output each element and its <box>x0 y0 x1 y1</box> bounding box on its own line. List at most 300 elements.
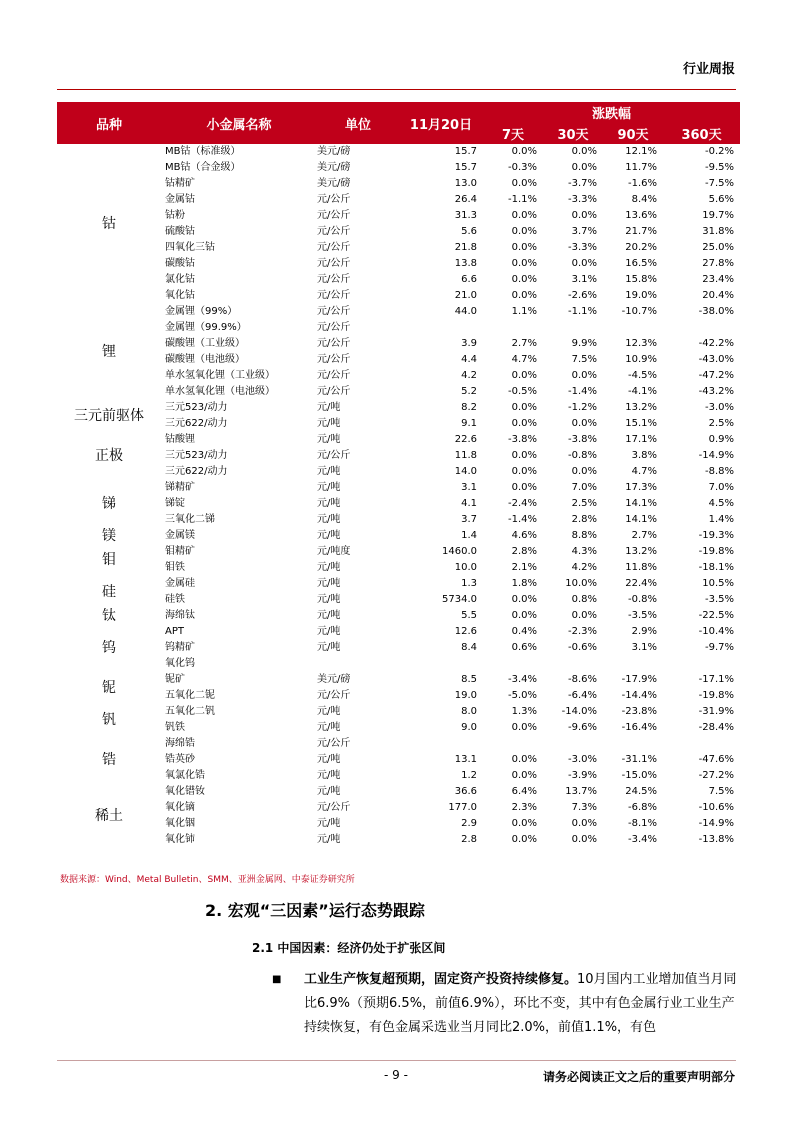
unit-cell: 元/公斤 <box>317 354 351 365</box>
header-unit: 单位 <box>317 102 399 144</box>
change-90d-cell: 14.1% <box>625 498 657 509</box>
change-7d-cell: 0.0% <box>511 834 537 845</box>
unit-cell: 元/公斤 <box>317 802 351 813</box>
change-7d-cell: 0.0% <box>511 290 537 301</box>
change-90d-cell: 15.8% <box>625 274 657 285</box>
metal-name-cell: 锆英砂 <box>165 754 195 765</box>
table-row <box>57 400 740 416</box>
disclaimer-note: 请务必阅读正文之后的重要声明部分 <box>542 1070 735 1084</box>
change-7d-cell: 0.4% <box>511 626 537 637</box>
change-7d-cell: 0.0% <box>511 450 537 461</box>
header-metal-name: 小金属名称 <box>161 102 317 144</box>
change-360d-cell: 19.7% <box>702 210 735 221</box>
change-360d-cell: -19.8% <box>698 690 735 701</box>
price-cell: 5.5 <box>461 610 477 621</box>
unit-cell: 元/吨 <box>317 626 341 637</box>
metal-name-cell: 金属硅 <box>165 578 195 589</box>
change-90d-cell: 4.7% <box>631 466 657 477</box>
unit-cell: 元/吨 <box>317 594 341 605</box>
unit-cell: 元/公斤 <box>317 738 351 749</box>
unit-cell: 元/吨 <box>317 818 341 829</box>
change-30d-cell: -3.9% <box>567 770 597 781</box>
metal-name-cell: 金属镁 <box>165 530 195 541</box>
price-cell: 177.0 <box>448 802 477 813</box>
price-cell: 2.9 <box>461 818 477 829</box>
change-7d-cell: -3.8% <box>507 434 537 445</box>
change-90d-cell <box>603 656 663 672</box>
change-30d-cell: 0.0% <box>571 210 597 221</box>
change-360d-cell: -31.9% <box>698 706 735 717</box>
unit-cell: 元/吨 <box>317 578 341 589</box>
unit-cell: 元/吨 <box>317 610 341 621</box>
price-cell: 14.0 <box>454 466 477 477</box>
metal-name-cell: 氧化钨 <box>165 658 195 669</box>
change-7d-cell: 0.0% <box>511 594 537 605</box>
change-7d-cell: 0.0% <box>511 418 537 429</box>
price-cell: 5734.0 <box>442 594 477 605</box>
change-360d-cell: 2.5% <box>708 418 735 429</box>
change-90d-cell: -1.6% <box>627 178 657 189</box>
change-360d-cell: -0.2% <box>705 146 735 157</box>
change-90d-cell: 12.3% <box>625 338 657 349</box>
change-7d-cell: 4.7% <box>511 354 537 365</box>
unit-cell: 元/公斤 <box>317 450 351 461</box>
change-30d-cell: 4.2% <box>571 562 597 573</box>
price-cell: 8.4 <box>461 642 477 653</box>
category-cell: 钛 <box>102 608 116 624</box>
change-7d-cell: 1.8% <box>511 578 537 589</box>
unit-cell: 元/公斤 <box>317 322 351 333</box>
change-360d-cell <box>663 736 740 752</box>
price-cell: 22.6 <box>454 434 477 445</box>
category-cell: 镁 <box>102 528 116 544</box>
unit-cell: 元/公斤 <box>317 194 351 205</box>
change-90d-cell: 15.1% <box>625 418 657 429</box>
unit-cell: 元/吨 <box>317 754 341 765</box>
change-30d-cell: -1.2% <box>567 402 597 413</box>
change-7d-cell: 0.0% <box>511 178 537 189</box>
change-360d-cell: 7.0% <box>708 482 735 493</box>
category-cell: 铌 <box>102 680 116 696</box>
change-360d-cell: -13.8% <box>698 834 735 845</box>
change-90d-cell: -14.4% <box>621 690 657 701</box>
change-90d-cell: -0.8% <box>627 594 657 605</box>
unit-cell: 元/吨 <box>317 706 341 717</box>
table-row <box>57 672 740 688</box>
price-cell: 8.5 <box>461 674 477 685</box>
change-7d-cell: 2.8% <box>511 546 537 557</box>
metal-name-cell: 锑锭 <box>165 498 185 509</box>
change-30d-cell: 10.0% <box>565 578 597 589</box>
metal-name-cell: 四氧化三钴 <box>165 242 215 253</box>
metal-name-cell: 三元622/动力 <box>165 466 228 477</box>
category-cell: 锂 <box>102 344 116 360</box>
change-360d-cell: -10.6% <box>698 802 735 813</box>
change-360d-cell: -38.0% <box>698 306 735 317</box>
metal-name-cell: 钴酸锂 <box>165 434 195 445</box>
change-360d-cell: -28.4% <box>698 722 735 733</box>
metal-name-cell: MB钴（合金级） <box>165 162 241 173</box>
price-cell: 4.4 <box>461 354 477 365</box>
unit-cell: 元/公斤 <box>317 226 351 237</box>
price-cell: 12.6 <box>454 626 477 637</box>
change-90d-cell: 12.1% <box>625 146 657 157</box>
metal-name-cell: 三元523/动力 <box>165 402 228 413</box>
subsection-title: 2.1 中国因素：经济仍处于扩张区间 <box>252 941 446 955</box>
change-7d-cell: 1.1% <box>511 306 537 317</box>
header-change: 涨跌幅 <box>483 102 740 122</box>
change-90d-cell: 11.7% <box>625 162 657 173</box>
change-90d-cell <box>603 736 663 752</box>
change-7d-cell: 0.0% <box>511 210 537 221</box>
change-90d-cell: 10.9% <box>625 354 657 365</box>
category-cell: 钒 <box>102 712 116 728</box>
price-cell <box>399 320 483 336</box>
change-7d-cell: 0.6% <box>511 642 537 653</box>
price-cell: 4.2 <box>461 370 477 381</box>
change-30d-cell <box>543 320 603 336</box>
metal-name-cell: 锑精矿 <box>165 482 195 493</box>
change-7d-cell: 0.0% <box>511 770 537 781</box>
metal-name-cell: 钴精矿 <box>165 178 195 189</box>
change-30d-cell: 13.7% <box>565 786 597 797</box>
change-30d-cell: 9.9% <box>571 338 597 349</box>
unit-cell: 美元/磅 <box>317 162 351 173</box>
change-90d-cell: 3.1% <box>631 642 657 653</box>
unit-cell: 元/公斤 <box>317 306 351 317</box>
change-90d-cell: -3.5% <box>627 610 657 621</box>
unit-cell: 元/吨 <box>317 530 341 541</box>
price-cell <box>399 656 483 672</box>
change-7d-cell: -1.1% <box>507 194 537 205</box>
change-30d-cell: 8.8% <box>571 530 597 541</box>
change-90d-cell: 20.2% <box>625 242 657 253</box>
price-cell: 36.6 <box>454 786 477 797</box>
metal-name-cell: 硅铁 <box>165 594 185 605</box>
metal-name-cell: 碳酸钴 <box>165 258 195 269</box>
change-30d-cell: 2.8% <box>571 514 597 525</box>
header-date: 11月20日 <box>399 102 483 144</box>
change-90d-cell: 17.1% <box>625 434 657 445</box>
change-360d-cell: -7.5% <box>705 178 735 189</box>
metal-name-cell: 氧氯化锆 <box>165 770 205 781</box>
change-90d-cell: 2.9% <box>631 626 657 637</box>
unit-cell: 元/公斤 <box>317 690 351 701</box>
change-360d-cell: 1.4% <box>708 514 735 525</box>
metal-name-cell: 钼精矿 <box>165 546 195 557</box>
price-cell: 4.1 <box>461 498 477 509</box>
change-90d-cell: -31.1% <box>621 754 657 765</box>
change-90d-cell: -17.9% <box>621 674 657 685</box>
change-30d-cell: 0.0% <box>571 370 597 381</box>
price-cell: 11.8 <box>454 450 477 461</box>
metal-name-cell: 钴粉 <box>165 210 185 221</box>
table-row <box>57 736 740 752</box>
metal-name-cell: 五氧化二铌 <box>165 690 215 701</box>
change-360d-cell: -17.1% <box>698 674 735 685</box>
change-90d-cell: 8.4% <box>631 194 657 205</box>
change-90d-cell: -8.1% <box>627 818 657 829</box>
header-30d: 30天 <box>543 122 603 144</box>
change-7d-cell: 0.0% <box>511 274 537 285</box>
change-30d-cell: 0.0% <box>571 418 597 429</box>
metal-name-cell: 单水氢氧化锂（电池级） <box>165 386 275 397</box>
change-360d-cell: -43.2% <box>698 386 735 397</box>
change-30d-cell: -3.0% <box>567 754 597 765</box>
change-30d-cell: 7.5% <box>571 354 597 365</box>
change-360d-cell: 25.0% <box>702 242 735 253</box>
metal-name-cell: 氧化铟 <box>165 818 195 829</box>
change-7d-cell: 0.0% <box>511 242 537 253</box>
unit-cell: 元/吨 <box>317 498 341 509</box>
unit-cell: 元/公斤 <box>317 274 351 285</box>
header-divider <box>57 89 736 90</box>
change-360d-cell: -3.5% <box>705 594 735 605</box>
change-90d-cell: 24.5% <box>625 786 657 797</box>
table-row <box>57 528 740 544</box>
header-7d: 7天 <box>483 122 543 144</box>
change-30d-cell: -9.6% <box>567 722 597 733</box>
price-cell: 26.4 <box>454 194 477 205</box>
change-30d-cell: -3.8% <box>567 434 597 445</box>
change-30d-cell: 3.1% <box>571 274 597 285</box>
change-360d-cell <box>663 656 740 672</box>
change-7d-cell: -0.5% <box>507 386 537 397</box>
metal-name-cell: 三元622/动力 <box>165 418 228 429</box>
change-360d-cell: -22.5% <box>698 610 735 621</box>
change-7d-cell: 2.7% <box>511 338 537 349</box>
change-30d-cell: -3.3% <box>567 242 597 253</box>
unit-cell: 元/吨 <box>317 722 341 733</box>
body-paragraph <box>304 968 740 1040</box>
change-360d-cell: -10.4% <box>698 626 735 637</box>
table-row <box>57 144 740 160</box>
change-30d-cell: -8.6% <box>567 674 597 685</box>
change-30d-cell: 0.0% <box>571 466 597 477</box>
section-title: 2. 宏观“三因素”运行态势跟踪 <box>205 901 425 920</box>
price-cell: 13.8 <box>454 258 477 269</box>
change-7d-cell: 0.0% <box>511 258 537 269</box>
change-30d-cell: 7.3% <box>571 802 597 813</box>
unit-cell: 元/公斤 <box>317 338 351 349</box>
price-cell: 13.0 <box>454 178 477 189</box>
price-cell: 1.3 <box>461 578 477 589</box>
change-90d-cell: -4.5% <box>627 370 657 381</box>
category-cell: 锆 <box>102 752 116 768</box>
unit-cell: 元/吨 <box>317 562 341 573</box>
price-cell: 15.7 <box>454 162 477 173</box>
change-90d-cell: 19.0% <box>625 290 657 301</box>
change-90d-cell: -15.0% <box>621 770 657 781</box>
metal-name-cell: MB钴（标准级） <box>165 146 241 157</box>
change-30d-cell: 0.0% <box>571 818 597 829</box>
price-cell: 8.2 <box>461 402 477 413</box>
unit-cell: 元/吨 <box>317 434 341 445</box>
metal-name-cell: 钒铁 <box>165 722 185 733</box>
change-90d-cell: -23.8% <box>621 706 657 717</box>
price-cell: 9.0 <box>461 722 477 733</box>
change-360d-cell: -47.6% <box>698 754 735 765</box>
metal-name-cell: 金属锂（99%） <box>165 306 238 317</box>
change-30d-cell: -0.8% <box>567 450 597 461</box>
price-cell: 15.7 <box>454 146 477 157</box>
unit-cell: 元/吨 <box>317 402 341 413</box>
change-30d-cell: -14.0% <box>561 706 597 717</box>
unit-cell: 元/吨 <box>317 834 341 845</box>
change-90d-cell: 2.7% <box>631 530 657 541</box>
change-90d-cell: 21.7% <box>625 226 657 237</box>
metal-name-cell: 氧化铈 <box>165 834 195 845</box>
metal-name-cell: 氯化钴 <box>165 274 195 285</box>
change-30d-cell: 3.7% <box>571 226 597 237</box>
change-360d-cell: 7.5% <box>708 786 735 797</box>
price-cell: 21.8 <box>454 242 477 253</box>
change-30d-cell: 0.0% <box>571 162 597 173</box>
unit-cell: 元/吨 <box>317 418 341 429</box>
change-360d-cell: 5.6% <box>708 194 735 205</box>
change-90d-cell: -3.4% <box>627 834 657 845</box>
metal-name-cell: 硫酸钴 <box>165 226 195 237</box>
category-cell: 正极 <box>95 448 123 464</box>
unit-cell: 元/吨 <box>317 786 341 797</box>
change-7d-cell: 0.0% <box>511 610 537 621</box>
category-cell: 钴 <box>102 216 116 232</box>
change-30d-cell: 2.5% <box>571 498 597 509</box>
change-360d-cell: -14.9% <box>698 450 735 461</box>
metal-name-cell: 海绵钛 <box>165 610 195 621</box>
change-7d-cell: 0.0% <box>511 754 537 765</box>
change-360d-cell: -14.9% <box>698 818 735 829</box>
price-cell: 8.0 <box>461 706 477 717</box>
unit-cell: 元/公斤 <box>317 290 351 301</box>
metal-name-cell: APT <box>165 626 184 637</box>
metal-name-cell: 氧化钴 <box>165 290 195 301</box>
change-30d-cell: 0.0% <box>571 610 597 621</box>
change-30d-cell: -1.1% <box>567 306 597 317</box>
change-7d-cell: 2.3% <box>511 802 537 813</box>
change-90d-cell: 11.8% <box>625 562 657 573</box>
unit-cell: 美元/磅 <box>317 178 351 189</box>
change-7d-cell: 2.1% <box>511 562 537 573</box>
change-90d-cell: -6.8% <box>627 802 657 813</box>
change-90d-cell: -10.7% <box>621 306 657 317</box>
unit-cell: 美元/磅 <box>317 146 351 157</box>
change-7d-cell <box>483 320 543 336</box>
unit-cell: 元/公斤 <box>317 210 351 221</box>
table-row <box>57 704 740 720</box>
change-360d-cell: 10.5% <box>702 578 735 589</box>
change-7d-cell: -5.0% <box>507 690 537 701</box>
unit-cell: 元/吨 <box>317 514 341 525</box>
change-30d-cell: -6.4% <box>567 690 597 701</box>
change-90d-cell: -4.1% <box>627 386 657 397</box>
metal-name-cell: 碳酸锂（电池级） <box>165 354 245 365</box>
price-cell: 6.6 <box>461 274 477 285</box>
change-360d-cell: 0.9% <box>708 434 735 445</box>
change-7d-cell: 0.0% <box>511 370 537 381</box>
unit-cell: 元/吨 <box>317 466 341 477</box>
data-source-note: 数据来源：Wind、Metal Bulletin、SMM、亚洲金属网、中泰证券研究所 <box>60 875 355 885</box>
change-360d-cell: -3.0% <box>705 402 735 413</box>
change-30d-cell: -1.4% <box>567 386 597 397</box>
change-360d-cell: -9.5% <box>705 162 735 173</box>
header-variety: 品种 <box>57 102 161 144</box>
change-7d-cell: 0.0% <box>511 818 537 829</box>
footer-divider <box>57 1060 736 1061</box>
price-cell: 44.0 <box>454 306 477 317</box>
change-90d-cell: -16.4% <box>621 722 657 733</box>
change-360d-cell: 23.4% <box>702 274 735 285</box>
category-cell: 锑 <box>102 496 116 512</box>
header-360d: 360天 <box>663 122 740 144</box>
price-cell: 19.0 <box>454 690 477 701</box>
price-cell: 10.0 <box>454 562 477 573</box>
report-type-title: 行业周报 <box>682 62 735 77</box>
change-7d-cell: 6.4% <box>511 786 537 797</box>
change-90d-cell: 13.2% <box>625 402 657 413</box>
change-7d-cell <box>483 656 543 672</box>
metal-name-cell: 单水氢氧化锂（工业级） <box>165 370 275 381</box>
change-90d-cell: 13.2% <box>625 546 657 557</box>
unit-cell: 元/吨 <box>317 770 341 781</box>
change-90d-cell: 13.6% <box>625 210 657 221</box>
unit-cell: 元/吨度 <box>317 546 351 557</box>
table-row <box>57 624 740 640</box>
change-7d-cell: -2.4% <box>507 498 537 509</box>
metal-name-cell: 三氧化二锑 <box>165 514 215 525</box>
paragraph-lead: 工业生产恢复超预期，固定资产投资持续修复。 <box>304 972 578 987</box>
change-7d-cell: 0.0% <box>511 146 537 157</box>
change-7d-cell: -1.4% <box>507 514 537 525</box>
table-row <box>57 480 740 496</box>
price-cell <box>399 736 483 752</box>
change-30d-cell: -3.7% <box>567 178 597 189</box>
price-cell: 21.0 <box>454 290 477 301</box>
table-row <box>57 784 740 800</box>
price-cell: 31.3 <box>454 210 477 221</box>
change-7d-cell: 4.6% <box>511 530 537 541</box>
metal-name-cell: 金属锂（99.9%） <box>165 322 247 333</box>
bullet-square-icon: ■ <box>272 974 282 985</box>
table-body <box>57 144 740 848</box>
change-30d-cell: -2.3% <box>567 626 597 637</box>
change-30d-cell: 0.8% <box>571 594 597 605</box>
metal-price-table <box>57 102 740 848</box>
change-30d-cell: -0.6% <box>567 642 597 653</box>
change-90d-cell <box>603 320 663 336</box>
table-row <box>57 576 740 592</box>
metal-name-cell: 三元523/动力 <box>165 450 228 461</box>
metal-name-cell: 碳酸锂（工业级） <box>165 338 245 349</box>
change-90d-cell: 14.1% <box>625 514 657 525</box>
change-30d-cell: 0.0% <box>571 258 597 269</box>
price-cell: 1.4 <box>461 530 477 541</box>
change-90d-cell: 3.8% <box>631 450 657 461</box>
change-30d-cell: -3.3% <box>567 194 597 205</box>
price-cell: 3.1 <box>461 482 477 493</box>
change-360d-cell: -43.0% <box>698 354 735 365</box>
change-7d-cell: 0.0% <box>511 226 537 237</box>
change-7d-cell: 1.3% <box>511 706 537 717</box>
price-cell: 5.2 <box>461 386 477 397</box>
change-30d-cell: 4.3% <box>571 546 597 557</box>
unit-cell: 元/吨 <box>317 642 341 653</box>
price-cell: 3.7 <box>461 514 477 525</box>
table-row <box>57 432 740 448</box>
change-7d-cell: 0.0% <box>511 482 537 493</box>
unit-cell: 元/公斤 <box>317 258 351 269</box>
change-360d-cell: 20.4% <box>702 290 735 301</box>
